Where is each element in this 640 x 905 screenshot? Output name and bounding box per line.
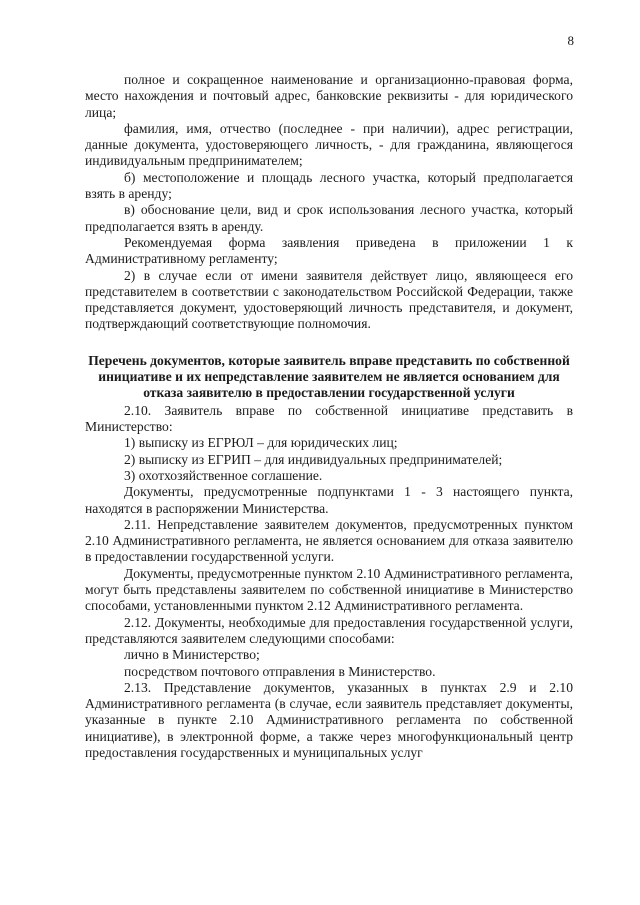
paragraph: фамилия, имя, отчество (последнее - при наличии), адрес регистрации, данные документа, удостоверяющего личность, - для гражданина, являющегося индивидуальным предпринимателем; — [85, 120, 573, 169]
paragraph: б) местоположение и площадь лесного участка, который предполагается взять в аренду; — [85, 169, 573, 202]
section-heading: Перечень документов, которые заявитель вправе представить по собственной инициативе и их непредставление заявителем не является основанием для отказа заявителю в предоставлении государственной услуги — [88, 352, 570, 400]
paragraph: в) обоснование цели, вид и срок использования лесного участка, который предполагается взять в аренду. — [85, 202, 573, 234]
paragraph: 2.12. Документы, необходимые для предоставления государственной услуги, представляются заявителем следующими способами: — [85, 614, 573, 646]
page-number: 8 — [567, 33, 574, 48]
paragraph: 2.11. Непредставление заявителем документов, предусмотренных пунктом 2.10 Административного регламента, не является основанием для отказа заявителю в предоставлении государственной услуги. — [85, 516, 573, 565]
paragraph: Документы, предусмотренные пунктом 2.10 Административного регламента, могут быть представлены заявителем по собственной инициативе в Министерство способами, установленными пунктом 2.12 Административного регламента. — [85, 565, 573, 614]
paragraph: Документы, предусмотренные подпунктами 1 - 3 настоящего пункта, находятся в распоряжении Министерства. — [85, 484, 573, 516]
document-body — [85, 72, 573, 761]
paragraph: 2.13. Представление документов, указанных в пунктах 2.9 и 2.10 Административного регламента (в случае, если заявитель представляет документы, указанные в пункте 2.10 Административного регламента по собственной инициативе), в электронной форме, а также через многофункциональный центр предоставления государственных и муниципальных услуг — [85, 679, 573, 760]
section-application-contents — [85, 72, 573, 333]
list-item: 2) выписку из ЕГРИП – для индивидуальных предпринимателей; — [124, 451, 503, 467]
paragraph: полное и сокращенное наименование и организационно-правовая форма, место нахождения и почтовый адрес, банковские реквизиты - для юридического лица; — [85, 72, 573, 120]
list-item: лично в Министерство; — [124, 647, 260, 663]
paragraph: 2) в случае если от имени заявителя действует лицо, являющееся его представителем в соответствии с законодательством Российской Федерации, также представляется документ, удостоверяющий личность представителя, и документ, подтверждающий соответствующие полномочия. — [85, 267, 573, 332]
list-item: 1) выписку из ЕГРЮЛ – для юридических лиц; — [124, 435, 398, 451]
list-item: посредством почтового отправления в Министерство. — [124, 663, 436, 679]
paragraph: Рекомендуемая форма заявления приведена в приложении 1 к Административному регламенту; — [85, 234, 573, 267]
paragraph: 2.10. Заявитель вправе по собственной инициативе представить в Министерство: — [85, 402, 573, 435]
list-item: 3) охотхозяйственное соглашение. — [124, 467, 323, 483]
section-optional-documents — [85, 403, 573, 762]
